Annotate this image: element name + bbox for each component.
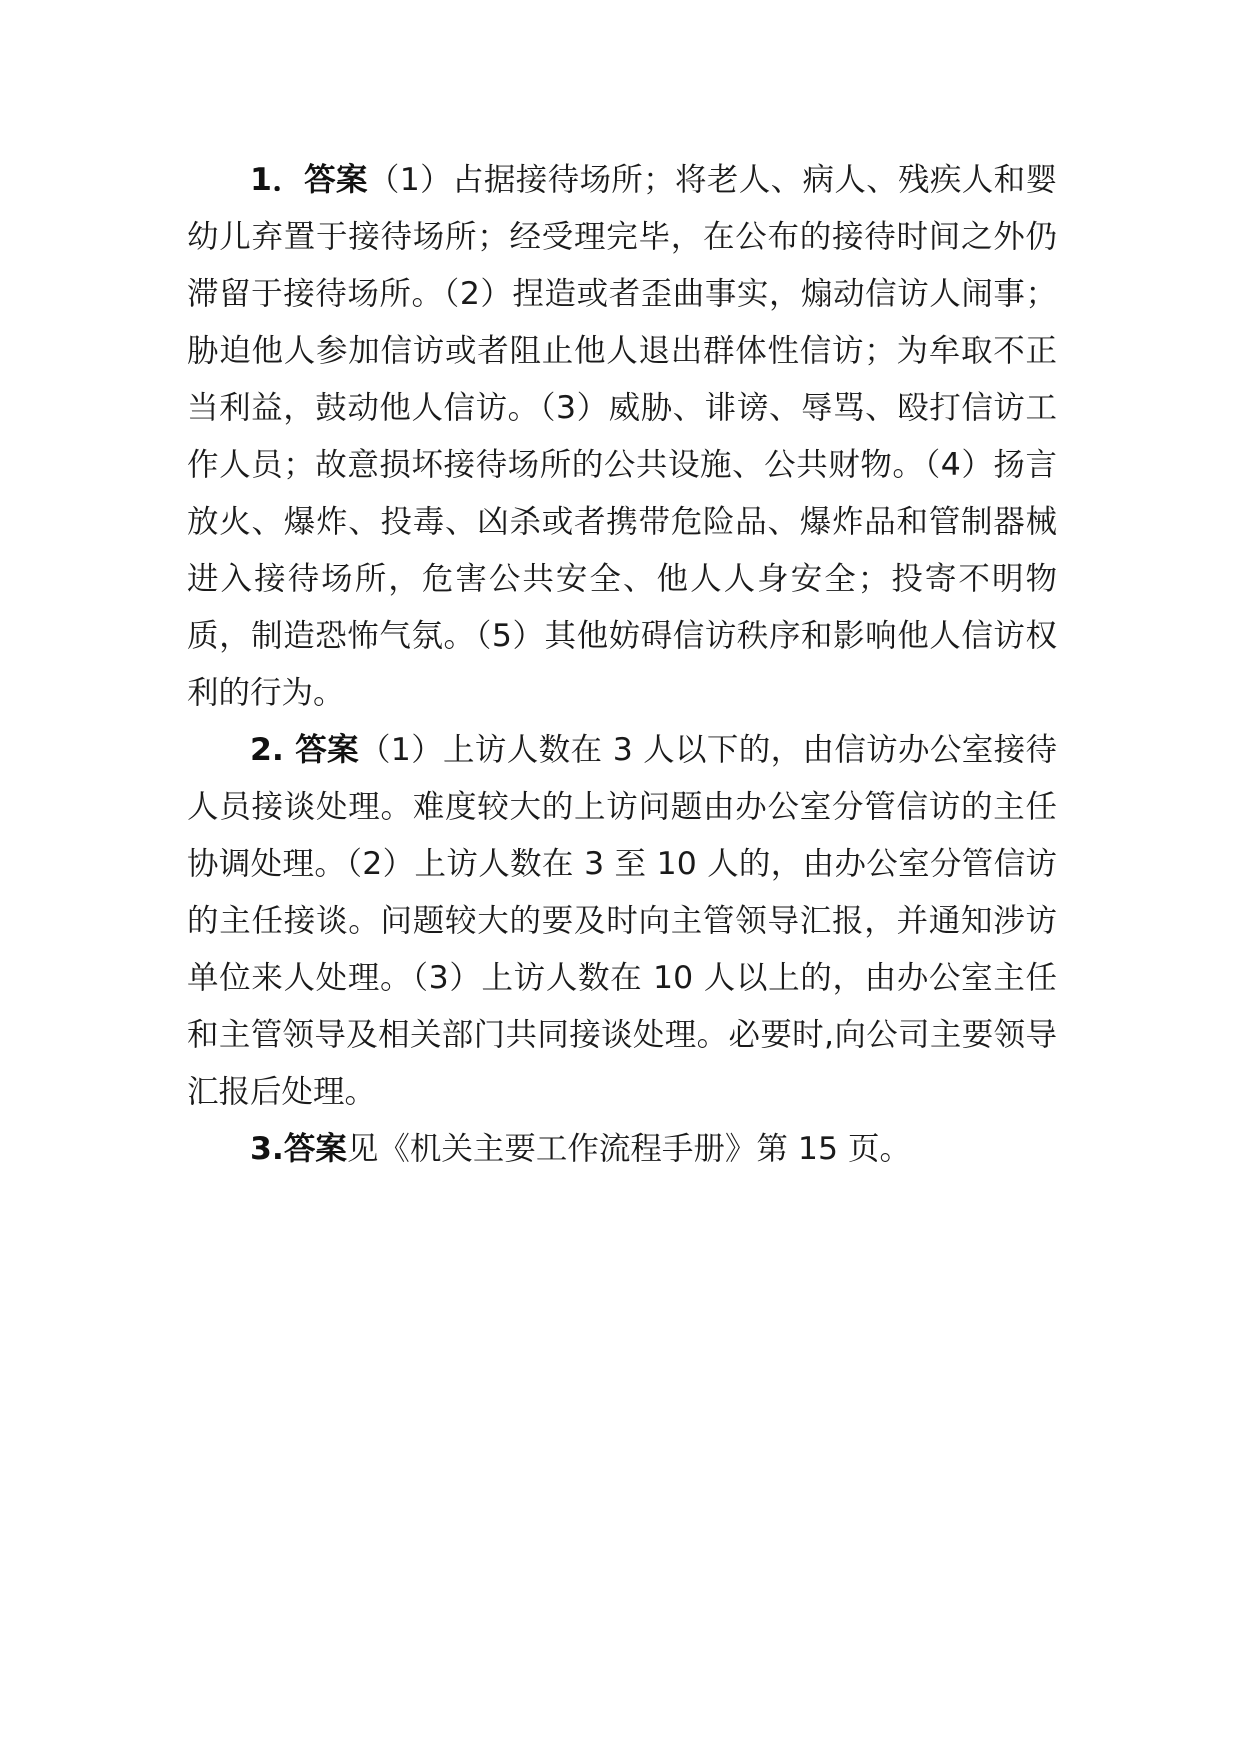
answer-list — [187, 152, 1057, 1178]
answer-2-body: （1）上访人数在 3 人以下的，由信访办公室接待人员接谈处理。难度较大的上访问题由办公室分管信访的主任协调处理。（2）上访人数在 3 至 10 人的，由办公室分管信访的主任接谈。问题较大的要及时向主管领导汇报，并通知涉访单位来人处理。（3）上访人数在 10 人以上的，由办公室主任和主管领导及相关部门共同接谈处理。必要时,向公司主要领导汇报后处理。 — [187, 732, 1057, 1110]
answer-1-lead: 1．答案 — [250, 162, 368, 198]
answer-2 — [187, 722, 1057, 1121]
answer-2-lead: 2. 答案 — [250, 732, 359, 768]
answer-1 — [187, 152, 1057, 722]
answer-3 — [187, 1121, 1057, 1178]
answer-3-body: 见《机关主要工作流程手册》第 15 页。 — [346, 1131, 912, 1167]
answer-1-body: （1）占据接待场所；将老人、病人、残疾人和婴幼儿弃置于接待场所；经受理完毕，在公布的接待时间之外仍滞留于接待场所。（2）捏造或者歪曲事实，煽动信访人闹事；胁迫他人参加信访或者阻止他人退出群体性信访；为牟取不正当利益，鼓动他人信访。（3）威胁、诽谤、辱骂、殴打信访工作人员；故意损坏接待场所的公共设施、公共财物。（4）扬言放火、爆炸、投毒、凶杀或者携带危险品、爆炸品和管制器械进入接待场所，危害公共安全、他人人身安全；投寄不明物质，制造恐怖气氛。（5）其他妨碍信访秩序和影响他人信访权利的行为。 — [187, 162, 1058, 711]
answer-3-lead: 3.答案 — [250, 1131, 347, 1167]
